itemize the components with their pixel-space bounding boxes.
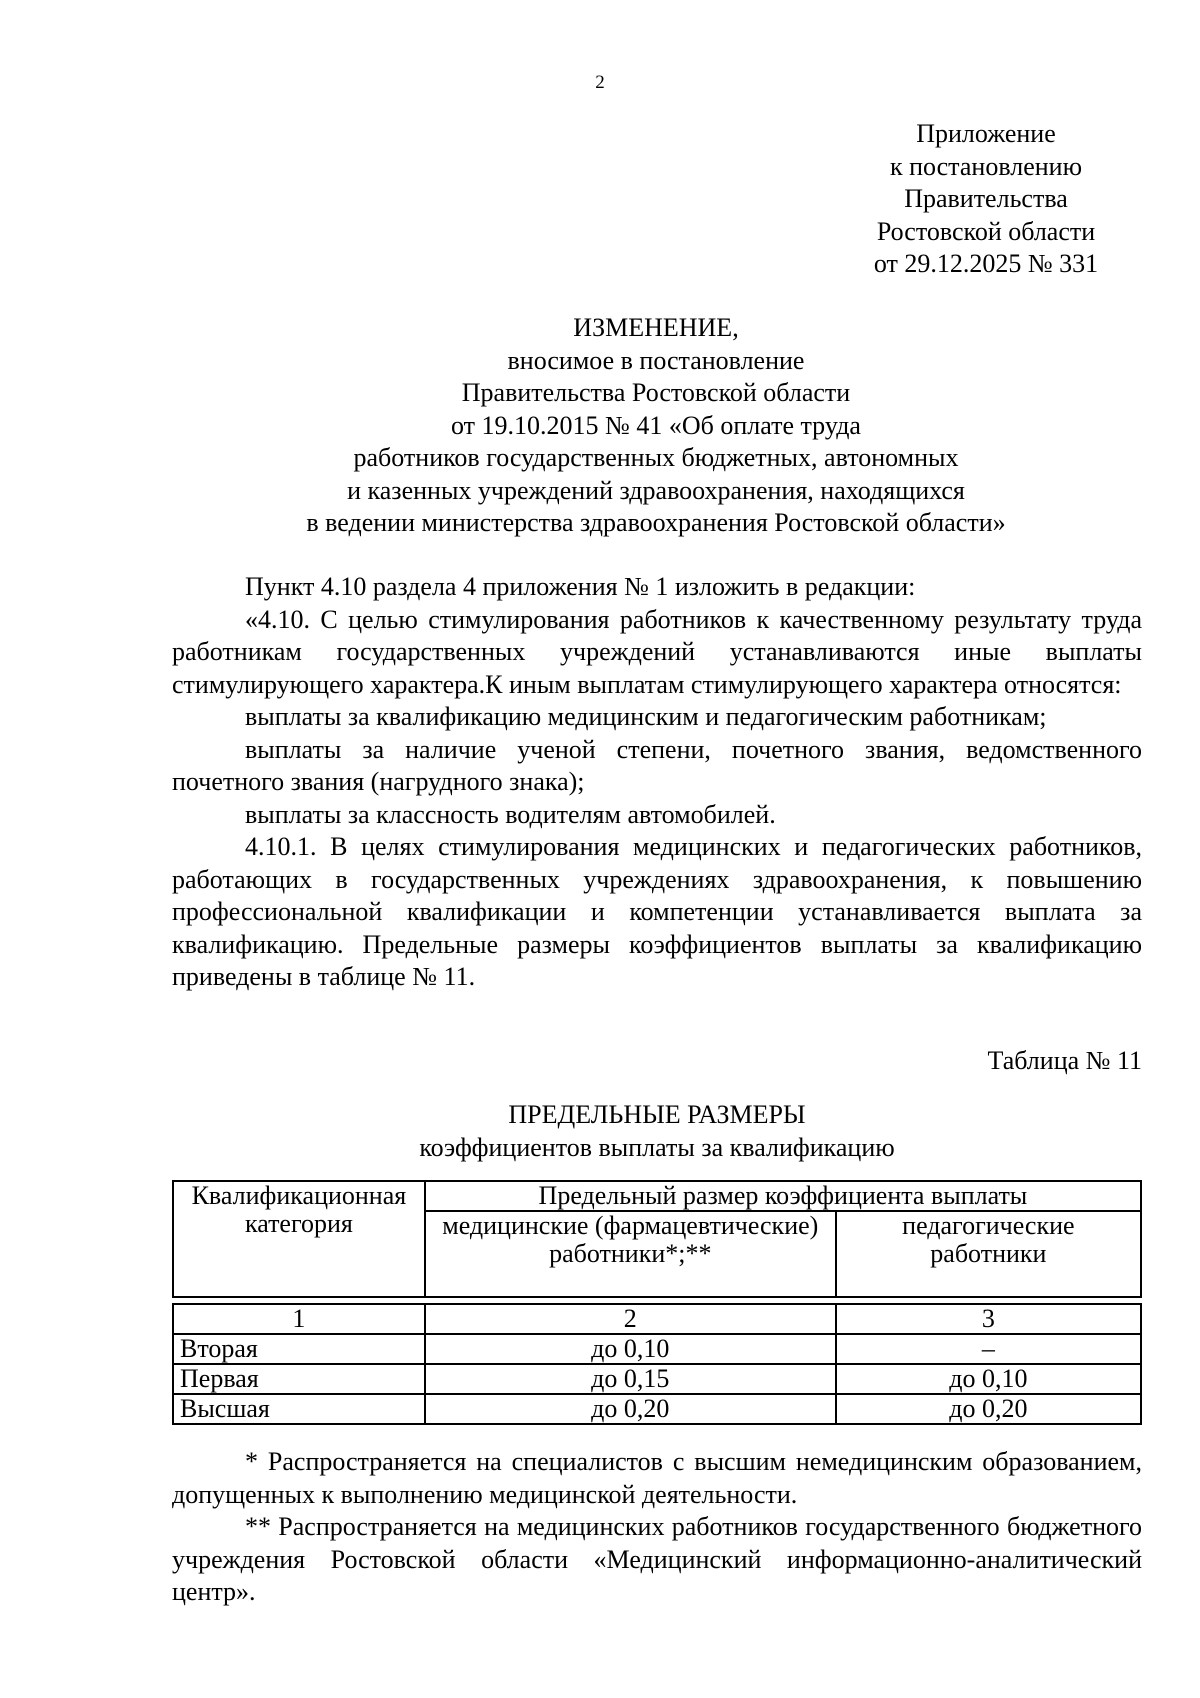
footnotes <box>172 1446 1142 1609</box>
cell-pedagogical: до 0,20 <box>836 1394 1141 1424</box>
paragraph: выплаты за классность водителям автомобилей. <box>245 799 776 829</box>
table-row <box>173 1364 1141 1394</box>
title-line: в ведении министерства здравоохранения Ростовской области» <box>306 508 1006 537</box>
title-line: от 19.10.2015 № 41 «Об оплате труда <box>451 410 861 440</box>
header-pedagogical: педагогические работники <box>836 1211 1141 1297</box>
table-gap-row <box>173 1297 1141 1304</box>
appendix-line: к постановлению <box>889 151 1083 181</box>
paragraph: «4.10. С целью стимулирования работников к качественному результату труда работникам государственных учреждений устанавливаются иные выплаты стимулирующего характера.К иным выплатам стимулирующего характера относятся: <box>172 604 1142 699</box>
body-text <box>172 571 1142 994</box>
title-line: работников государственных бюджетных, автономных <box>353 443 959 472</box>
table-title-block <box>172 1098 1142 1164</box>
cell-category: Вторая <box>173 1334 425 1364</box>
cell-category: Высшая <box>173 1394 425 1424</box>
coefficients-table <box>172 1180 1142 1425</box>
table-subtitle: коэффициентов выплаты за квалификацию <box>419 1133 895 1162</box>
column-number: 3 <box>836 1304 1141 1334</box>
title-line: вносимое в постановление <box>507 345 805 375</box>
appendix-line: Приложение <box>916 119 1056 148</box>
document-title <box>170 312 1142 540</box>
cell-pedagogical: до 0,10 <box>836 1364 1141 1394</box>
footnote: * Распространяется на специалистов с высшим немедицинским образованием, допущенных к выполнению медицинской деятельности. <box>172 1447 1142 1509</box>
footnote: ** Распространяется на медицинских работников государственного бюджетного учреждения Ростовской области «Медицинский информационно-аналитический центр». <box>172 1512 1142 1606</box>
cell-medical: до 0,10 <box>425 1334 836 1364</box>
cell-medical: до 0,20 <box>425 1394 836 1424</box>
column-number: 1 <box>173 1304 425 1334</box>
cell-pedagogical: – <box>836 1334 1141 1364</box>
appendix-line: Ростовской области <box>876 216 1096 246</box>
paragraph: Пункт 4.10 раздела 4 приложения № 1 изложить в редакции: <box>245 572 916 601</box>
paragraph: выплаты за квалификацию медицинским и педагогическим работникам; <box>245 702 1047 731</box>
table-title: ПРЕДЕЛЬНЫЕ РАЗМЕРЫ <box>508 1100 806 1129</box>
table-row <box>173 1394 1141 1424</box>
cell-medical: до 0,15 <box>425 1364 836 1394</box>
title-line: и казенных учреждений здравоохранения, находящихся <box>347 475 965 505</box>
appendix-block <box>836 118 1136 281</box>
title-line: Правительства Ростовской области <box>461 378 851 407</box>
cell-category: Первая <box>173 1364 425 1394</box>
header-group: Предельный размер коэффициента выплаты <box>425 1181 1141 1211</box>
title-heading: ИЗМЕНЕНИЕ, <box>573 313 739 342</box>
table-header-row <box>173 1181 1141 1211</box>
appendix-line: Правительства <box>904 184 1068 213</box>
page-number: 2 <box>595 72 605 93</box>
table-label: Таблица № 11 <box>987 1046 1142 1075</box>
header-medical: медицинские (фармацевтические) работники*;** <box>425 1211 836 1297</box>
appendix-line: от 29.12.2025 № 331 <box>873 249 1099 278</box>
table-column-numbers-row <box>173 1304 1141 1334</box>
paragraph: 4.10.1. В целях стимулирования медицинских и педагогических работников, работающих в государственных учреждениях здравоохранения, к повышению профессиональной квалификации и компетенции устанавливается выплата за квалификацию. Предельные размеры коэффициентов выплаты за квалификацию приведены в таблице № 11. <box>172 832 1142 991</box>
header-category: Квалификационная категория <box>173 1181 425 1297</box>
table-row <box>173 1334 1141 1364</box>
column-number: 2 <box>425 1304 836 1334</box>
paragraph: выплаты за наличие ученой степени, почетного звания, ведомственного почетного звания (нагрудного знака); <box>172 734 1142 796</box>
